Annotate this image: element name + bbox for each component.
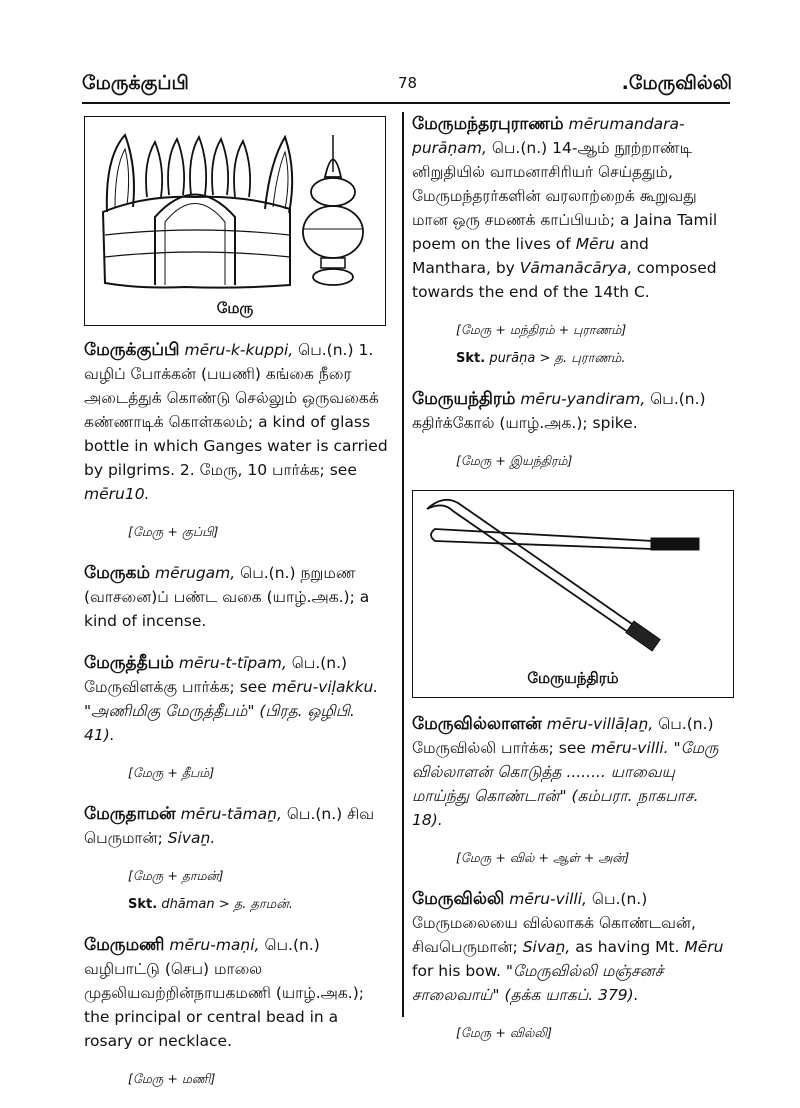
headword: மேருக்குப்பி [84,340,180,360]
definition: மேருவில்லி பார்க்க; see [412,739,591,757]
quotation: "மேருவில்லி மஞ்சனச் சாலைவாய்" (தக்க யாகப். 379). [412,962,664,1004]
right-column [412,112,732,1062]
transliteration: mēru-k-kuppi, [184,341,294,359]
transliteration: mērumandara-purāṇam, [412,115,685,157]
etymology: [மேரு + இயந்திரம்] [456,453,573,468]
etymology: [மேரு + மந்திரம் + புராணம்] [456,322,627,337]
definition: கதிர்க்கோல் (யாழ்.அக.); spike. [412,414,638,432]
definition: வழிபாட்டு (செப) மாலை முதலியவற்றின்நாயகமணி (யாழ்.அக.); the principal or central bead in a rosary or necklace. [84,960,365,1050]
transliteration: mēru-villi, [509,890,587,908]
etymology: [மேரு + வில்லி] [456,1025,553,1040]
meru-illustration [85,117,385,297]
definition: மேருமலையை வில்லாகக் கொண்டவன், சிவபெருமான்; [412,914,696,956]
entry-merumandara-puranam [412,112,732,304]
figure-meru-yandiram [412,490,734,698]
quotation: "மேரு வில்லாளன் கொடுத்த ........ யாவையு மாய்ந்து கொண்டான்" (கம்பரா. நாகபாச. 18). [412,739,719,829]
skt-text: purāṇa > த. புராணம். [489,351,626,366]
header-right-guideword: .மேருவில்லி [621,72,732,94]
etymology: [மேரு + தாமன்] [128,868,224,883]
left-column [84,112,388,1108]
part-of-speech: பெ.(n.) [264,936,320,954]
transliteration: mēru-villāḷaṉ, [546,715,654,733]
name-vamanacarya: Vāmanācārya [519,259,627,277]
transliteration: mērugam, [155,564,236,582]
entry-meru-villalan [412,712,732,832]
column-divider [402,112,404,1017]
definition-mid: as having Mt. [570,938,685,956]
part-of-speech: பெ.(n.) [591,890,648,908]
spike-illustration [413,491,733,666]
transliteration: mēru-t-tīpam, [178,654,287,672]
transliteration: mēru-tāmaṉ, [180,805,282,823]
etymology: [மேரு + குப்பி] [128,524,219,539]
name-meru: Mēru [575,235,615,253]
cross-reference: mēru10. [84,485,150,503]
figure-meru [84,116,386,326]
transliteration: mēru-maṇi, [169,936,260,954]
part-of-speech: பெ.(n.) [291,654,348,672]
skt-label: Skt. [128,897,158,912]
headword: மேருவில்லாளன் [412,714,542,734]
cross-reference: mēru-viḷakku. [271,678,379,696]
transliteration: mēru-yandiram, [520,390,646,408]
cross-reference: Sivaṉ. [167,829,216,847]
headword: மேருகம் [84,563,151,583]
part-of-speech: பெ.(n.) [240,564,296,582]
entry-merugam [84,561,388,633]
etymology: [மேரு + வில் + ஆள் + அன்] [456,850,630,865]
skt-text: dhāman > த. தாமன். [161,897,293,912]
part-of-speech: பெ.(n.) [286,805,343,823]
part-of-speech: பெ.(n.) [491,139,548,157]
etymology: [மேரு + மணி] [128,1071,216,1086]
cross-reference: Sivaṉ, [522,938,571,956]
part-of-speech: பெ.(n.) [650,390,706,408]
entry-meru-mani [84,933,388,1053]
etymology: [மேரு + தீபம்] [128,765,215,780]
entry-meru-taman [84,802,388,850]
definition-end: for his bow. [412,962,501,980]
name-meru: Mēru [684,938,724,956]
definition-mid: and Manthara, by [412,235,649,277]
sanskrit-note [456,351,732,367]
headword: மேருமணி [84,935,165,955]
definition: சிவ பெருமான்; [84,805,375,847]
part-of-speech: பெ.(n.) [298,341,354,359]
headword: மேருயந்திரம் [412,389,516,409]
header-rule [82,102,730,104]
entry-meru-t-tipam [84,651,388,747]
entry-meru-villi [412,887,732,1007]
entry-meru-k-kuppi [84,338,388,506]
header-left-guideword: மேருக்குப்பி [82,72,189,94]
sanskrit-note [128,897,388,913]
cross-reference: mēru-villi. [590,739,669,757]
entry-meru-yandiram [412,387,732,435]
definition: மேருவிளக்கு பார்க்க; see [84,678,272,696]
definition: 1. வழிப் போக்கன் (பயணி) கங்கை நீரை அடைத்துக் கொண்டு செல்லும் ஒருவகைக் கண்ணாடிக் கொள்கலம்; a kind of glass bottle in which Ganges water is carried by pilgrims. 2. மேரு, 10 பார்க்க; see [84,341,388,479]
headword: மேருத்தீபம் [84,653,174,673]
figure-meru-yandiram-caption: மேருயந்திரம் [527,669,619,687]
part-of-speech: பெ.(n.) [658,715,714,733]
headword: மேருதாமன் [84,804,176,824]
figure-meru-caption: மேரு [216,299,254,317]
page-number: 78 [398,74,418,92]
headword: மேருமந்தரபுராணம் [412,114,564,134]
definition-end: , composed towards the end of the 14th C. [412,259,717,301]
quotation: "அணிமிகு மேருத்தீபம்" (பிரத. ஒழிபி. 41). [84,702,355,744]
definition: நறுமண (வாசனை)ப் பண்ட வகை (யாழ்.அக.); a kind of incense. [84,564,370,630]
skt-label: Skt. [456,351,486,366]
headword: மேருவில்லி [412,889,505,909]
definition: 14-ஆம் நூற்றாண்டி னிறுதியில் வாமனாசிரியர் செய்ததும், மேருமந்தரர்களின் வரலாற்றைக் கூறுவது மான ஒரு சமணக் காப்பியம்; a Jaina Tamil poem on the lives of [412,139,718,253]
page-header [82,72,732,102]
